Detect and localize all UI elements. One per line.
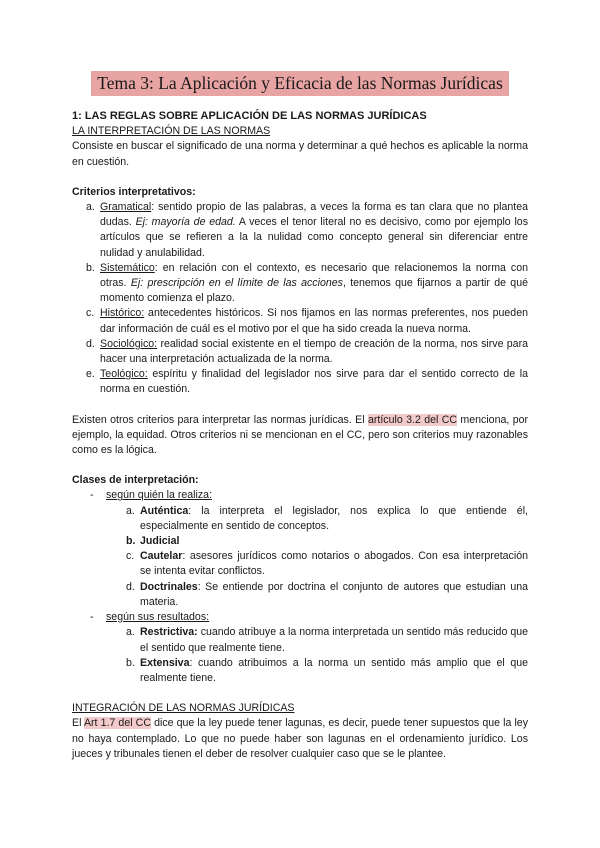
criterion-text-continued: , tenemos que fijarnos a partir de qué momento comienza el plazo.	[100, 277, 528, 305]
term-separator: :	[154, 261, 158, 274]
list-marker: a.	[126, 626, 135, 639]
integracion-text-continued: dice que la ley puede tener lagunas, es decir, puede tener supuestos que la ley no haya contemplado. Lo que no puede haber son lagunas en el ordenamiento jurídico. Los jueces y tribunales tienen el deber de resolver cualquier caso que se le plantee.	[72, 717, 528, 760]
dash-marker: -	[90, 489, 94, 502]
otros-text-continued: menciona, por ejemplo, la equidad. Otros criterios ni se mencionan en el CC, pero son criterios muy razonables como es la lógica.	[72, 413, 528, 457]
criterion-text-continued: A veces el tenor literal no es decisivo, como por ejemplo los artículos que se refieren a la la nulidad como concepto general sin diferenciar entre nulidad y anulabilidad.	[100, 216, 528, 259]
list-item	[72, 200, 528, 261]
title-block	[0, 71, 600, 96]
list-item	[72, 549, 528, 579]
list-marker: c.	[86, 307, 95, 320]
list-item	[72, 580, 528, 610]
group-label: según quién la realiza:	[106, 489, 213, 502]
class-text: : asesores jurídicos como notarios o abogados. Con esa interpretación se intenta evitar conflictos.	[140, 550, 528, 578]
dash-marker: -	[90, 611, 94, 624]
criterion-term: Histórico:	[100, 307, 145, 320]
list-item	[72, 367, 528, 397]
section-subheading: LA INTERPRETACIÓN DE LAS NORMAS	[72, 125, 271, 138]
criterion-term: Gramatical	[100, 201, 152, 214]
criterion-text: espíritu y finalidad del legislador nos sirve para dar el sentido correcto de la norma en cuestión.	[100, 368, 528, 396]
list-item	[72, 306, 528, 336]
list-marker: c.	[126, 550, 135, 563]
list-item	[72, 625, 528, 655]
list-item	[72, 534, 528, 549]
group-label: según sus resultados:	[106, 611, 210, 624]
criterion-example: Ej: mayoría de edad.	[135, 216, 236, 229]
group-item	[72, 488, 528, 503]
clases-heading: Clases de interpretación:	[72, 474, 199, 487]
criterion-term: Sistemático	[100, 261, 155, 274]
otros-paragraph	[72, 413, 528, 459]
otros-text: Existen otros criterios para interpretar las normas jurídicas. El	[72, 413, 368, 426]
criterion-text: sentido propio de las palabras, a veces la forma es tan clara que no plantea dudas.	[100, 201, 528, 229]
class-term: Extensiva	[140, 656, 190, 669]
list-marker: e.	[86, 368, 95, 381]
class-term: Cautelar	[140, 550, 183, 563]
criterion-term: Teológico:	[100, 368, 148, 381]
class-term: Doctrinales	[140, 580, 198, 593]
criterion-text: antecedentes históricos. Si nos fijamos en las normas preferentes, nos pueden dar información de cuál es el motivo por el que ha sido creada la nueva norma.	[100, 307, 528, 335]
class-term: Judicial	[140, 535, 180, 548]
list-item	[72, 656, 528, 686]
document-body	[72, 109, 528, 762]
criterion-term: Sociológico:	[100, 337, 158, 350]
criterios-heading: Criterios interpretativos:	[72, 185, 196, 198]
criterion-text: en relación con el contexto, es necesario que relacionemos la norma con otras.	[100, 261, 528, 290]
integracion-heading: INTEGRACIÓN DE LAS NORMAS JURÍDICAS	[72, 702, 295, 715]
class-term: Auténtica	[140, 504, 189, 517]
criterion-example: Ej: prescripción en el límite de las acciones	[130, 277, 343, 290]
list-item	[72, 504, 528, 534]
highlighted-reference: artículo 3.2 del CC	[367, 413, 458, 426]
list-marker: d.	[126, 580, 135, 593]
class-text: : cuando atribuimos a la norma un sentido más amplio que el que realmente tiene.	[140, 656, 528, 684]
list-marker: a.	[126, 504, 135, 517]
list-marker: a.	[86, 201, 95, 214]
intro-paragraph: Consiste en buscar el significado de una norma y determinar a qué hechos es aplicable la norma en cuestión.	[72, 140, 528, 168]
integracion-text: El	[72, 717, 84, 730]
group-item	[72, 610, 528, 625]
document-title: Tema 3: La Aplicación y Eficacia de las Normas Jurídicas	[91, 71, 509, 96]
class-text: : la interpreta el legislador, nos explica lo que entiende él, especialmente en sentido de conceptos.	[140, 504, 528, 532]
list-marker: b.	[126, 656, 135, 669]
term-separator: :	[151, 201, 155, 214]
list-marker: b.	[126, 535, 136, 548]
list-item	[72, 337, 528, 367]
section-heading: 1: LAS REGLAS SOBRE APLICACIÓN DE LAS NORMAS JURÍDICAS	[72, 110, 427, 122]
class-text: cuando atribuye a la norma interpretada un sentido más reducido que el sentido que realmente tiene.	[140, 626, 528, 654]
list-marker: d.	[86, 337, 95, 350]
criterion-text: realidad social existente en el tiempo de creación de la norma, nos sirve para hacer una interpretación actualizada de la norma.	[100, 337, 528, 366]
class-text: : Se entiende por doctrina el conjunto de autores que estudian una materia.	[140, 580, 528, 608]
class-term: Restrictiva:	[140, 626, 198, 639]
highlighted-reference: Art 1.7 del CC	[83, 717, 151, 730]
integracion-paragraph	[72, 716, 528, 762]
list-item	[72, 261, 528, 307]
list-marker: b.	[86, 261, 95, 274]
